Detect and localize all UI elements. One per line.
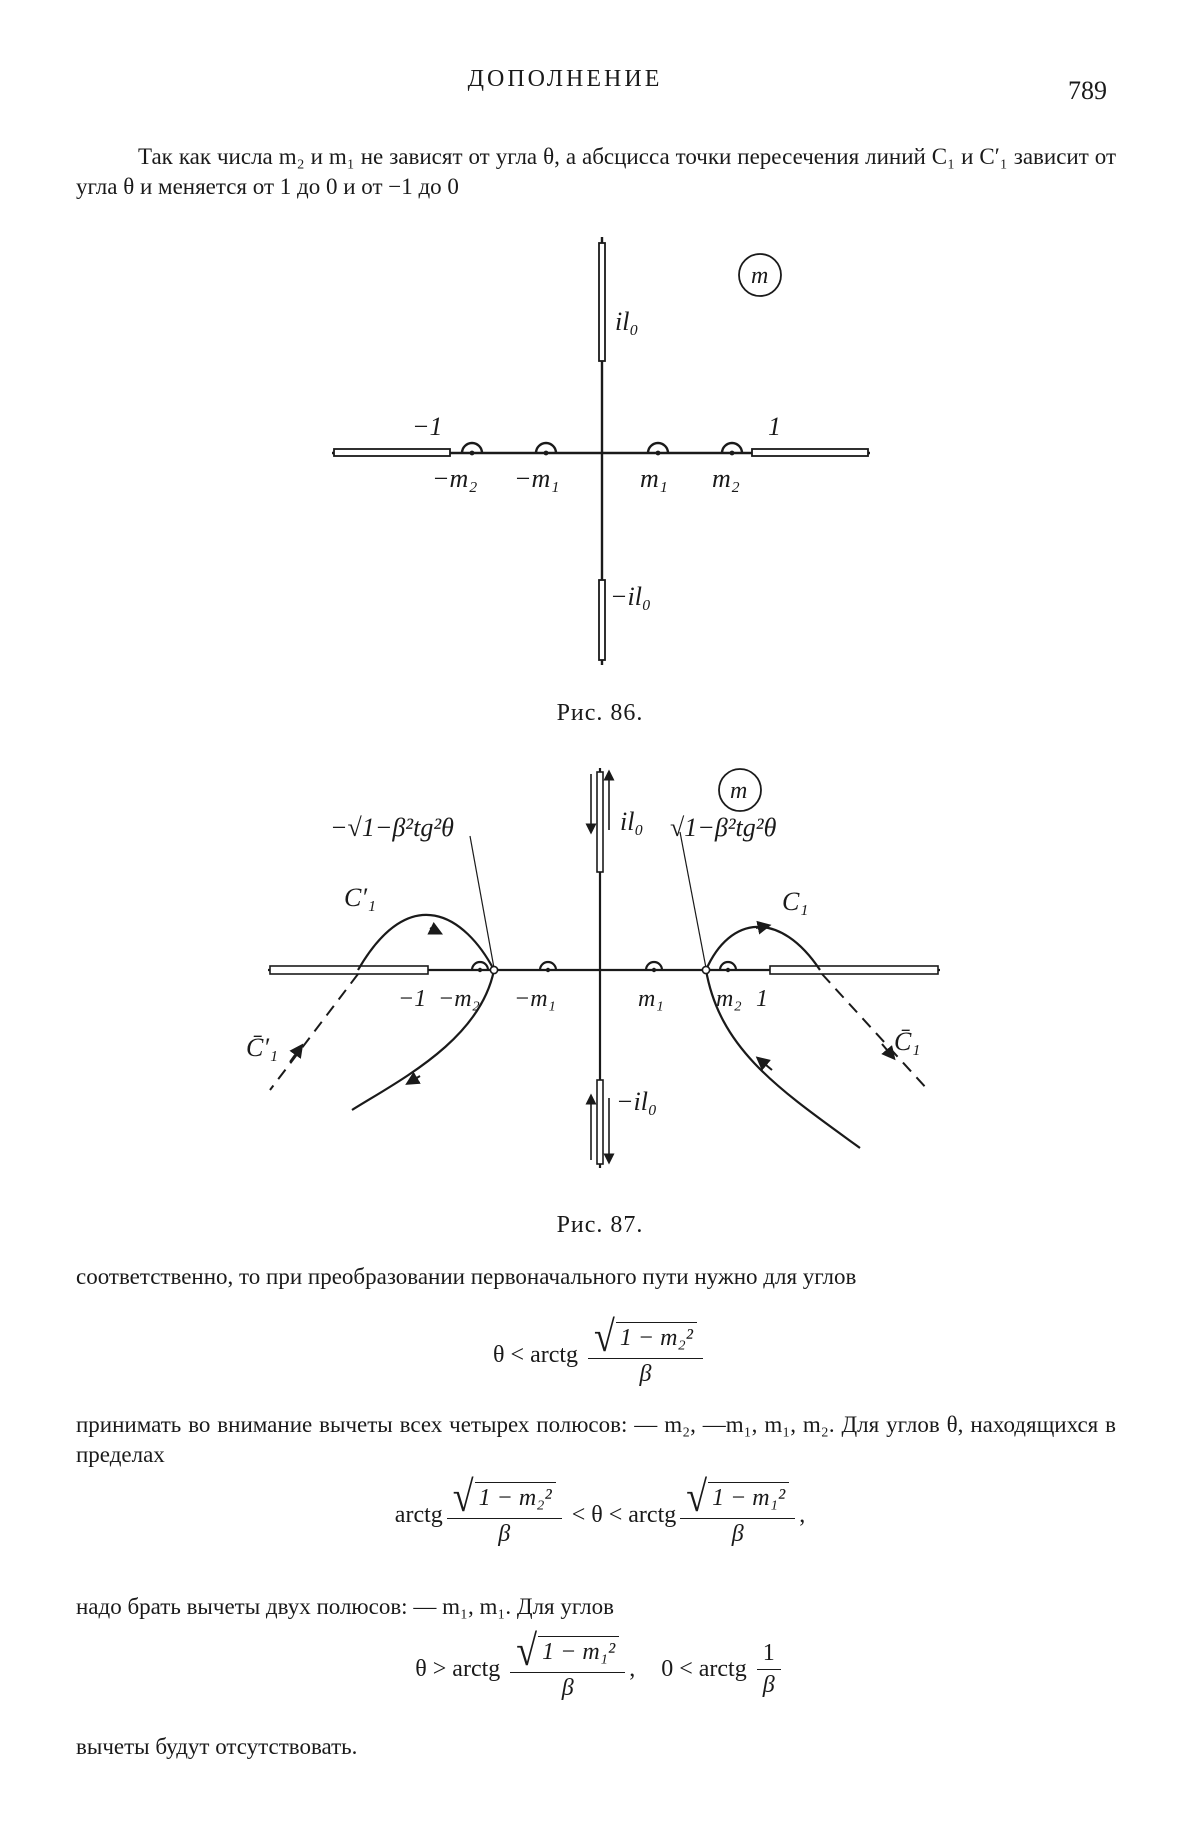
formula-3 [0,1626,1200,1702]
formula-3-fraction-2 [757,1640,781,1699]
formula-2-radicand-2: 1 − m₁² [708,1482,789,1512]
formula-2-func2: arctg [628,1501,677,1528]
label-m2: m₂ [712,464,740,493]
label-m1: m₁ [638,986,664,1012]
formula-3-radicand-1: 1 − m₁² [538,1636,619,1666]
formula-1-lhs: θ < [493,1341,525,1368]
label-c1-prime: C′₁ [344,883,377,912]
formula-1 [0,1312,1200,1388]
formula-2-fraction-1: √ 1 − m₂² β [447,1482,562,1548]
label-pos-sqrt: √1−β²tg²θ [670,813,777,842]
plane-label: m [751,263,769,289]
label-neg-m1: −m₁ [514,986,556,1012]
label-m2: m₂ [716,986,742,1012]
label-neg-m1: −m₁ [514,464,560,493]
formula-3-fraction-1: √ 1 − m₁² β [510,1636,625,1702]
formula-3-func1: arctg [452,1655,501,1682]
formula-1-denominator: β [639,1361,652,1387]
formula-2-denominator-2: β [731,1521,744,1547]
paragraph-2: соответственно, то при преобразовании первоначального пути нужно для углов [76,1264,857,1289]
formula-2-denominator-1: β [498,1521,511,1547]
plane-label: m [730,778,748,804]
running-header: ДОПОЛНЕНИЕ [467,66,663,92]
formula-3-func2: arctg [698,1655,747,1682]
formula-3-lhs: θ > [415,1655,447,1682]
figure-87-caption: Рис. 87. [556,1212,644,1238]
formula-2 [0,1472,1200,1548]
paragraph-4: надо брать вычеты двух полюсов: — m₁, m₁. Для углов [76,1594,614,1619]
paragraph-5: вычеты будут отсутствовать. [76,1734,358,1759]
formula-2-fraction-2: √ 1 − m₁² β [680,1482,795,1548]
figure-86-caption: Рис. 86. [556,700,644,726]
label-minus-one: −1 [398,986,427,1012]
label-neg-il0: −il₀ [616,1087,658,1116]
formula-3-denominator-2: β [762,1671,775,1698]
label-il0: il₀ [620,807,644,836]
label-neg-il0: −il₀ [610,582,652,611]
label-c1-bar: C̄₁ [894,1027,921,1056]
formula-1-radicand: 1 − m₂² [616,1322,697,1352]
formula-2-tail: , [799,1501,806,1528]
label-neg-m2: −m₂ [432,464,478,493]
formula-3-numerator-2: 1 [757,1640,781,1670]
formula-1-func: arctg [530,1341,579,1368]
label-m1: m₁ [640,464,668,493]
formula-2-mid: < θ < [571,1501,623,1528]
label-il0: il₀ [615,307,639,336]
page-number: 789 [1068,76,1107,105]
label-minus-one: −1 [412,412,443,441]
label-c1-prime-bar: C̄′₁ [246,1033,279,1062]
label-neg-m2: −m₂ [438,986,480,1012]
formula-3-sep: , [629,1655,636,1682]
figure-87 [246,760,950,1180]
label-neg-sqrt: −√1−β²tg²θ [330,813,454,842]
formula-3-denominator-1: β [561,1675,574,1701]
formula-2-func1: arctg [394,1501,443,1528]
paragraph-1: Так как числа m₂ и m₁ не зависят от угла θ, а абсцисса точки пересечения линий C₁ и C′₁ зависит от угла θ и меняется от 1 до 0 и от −1 до 0 [76,144,1116,199]
paragraph-3: принимать во внимание вычеты всех четырех полюсов: — m₂, —m₁, m₁, m₂. Для углов θ, находящихся в пределах [76,1412,1116,1467]
figure-86 [320,225,880,675]
formula-3-lhs2: 0 < [661,1655,693,1682]
formula-1-fraction: √ 1 − m₂² β [588,1322,703,1388]
formula-2-radicand-1: 1 − m₂² [475,1482,556,1512]
label-c1: C₁ [782,887,809,916]
label-one: 1 [768,412,781,441]
label-one: 1 [756,986,768,1012]
